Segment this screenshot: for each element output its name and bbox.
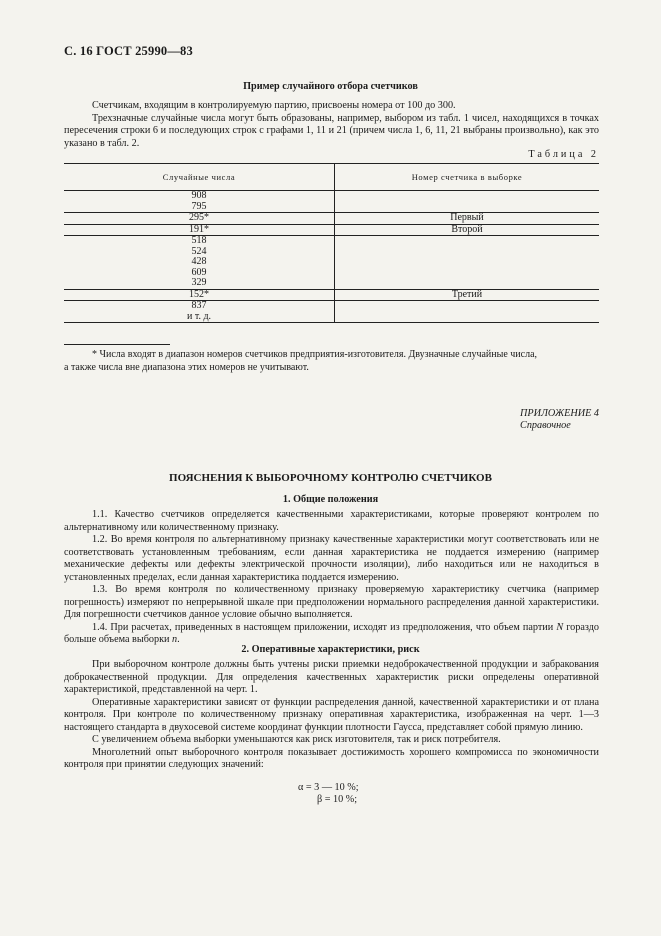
random-number: 152*	[189, 288, 209, 300]
random-numbers-cell	[64, 236, 335, 290]
formula-alpha: α = 3 — 10 %;	[298, 782, 359, 793]
random-numbers-cell	[64, 224, 335, 236]
symbol-N: N	[556, 621, 564, 633]
appendix-title: ПРИЛОЖЕНИЕ 4	[520, 408, 599, 419]
random-numbers-cell	[64, 289, 335, 301]
intro-text	[64, 100, 599, 150]
random-number: и т. д.	[186, 310, 212, 322]
table-row	[64, 213, 599, 225]
meter-cell	[335, 236, 600, 290]
meter-cell: Первый	[335, 213, 600, 225]
random-numbers-table	[64, 163, 599, 323]
section2-body	[64, 659, 599, 772]
random-number: 329	[191, 277, 207, 288]
table-caption: Таблица 2	[528, 149, 599, 160]
section1-paragraph: 1.2. Во время контроля по альтернативному признаку качественные характеристики могут соответствовать или не соответствовать установленным требованиям, если данная характеристика не поддается измерению (например механические дефекты или дефекты электрической прочности изоляции), либо находиться или не находиться в установленных пределах, если данная характеристика поддается измерению.	[64, 534, 599, 583]
section1-paragraph-1-4: 1.4. При расчетах, приведенных в настоящем приложении, исходят из предположения, что объем партии N гораздо больше объема выборки n.	[64, 621, 599, 645]
example-title: Пример случайного отбора счетчиков	[243, 81, 418, 92]
appendix-note: Справочное	[520, 420, 571, 431]
section1-title: 1. Общие положения	[282, 494, 379, 505]
column-header-meter-number: Номер счетчика в выборке	[335, 164, 600, 191]
random-numbers-cell	[64, 301, 335, 323]
main-title: ПОЯСНЕНИЯ К ВЫБОРОЧНОМУ КОНТРОЛЮ СЧЕТЧИКОВ	[169, 472, 492, 484]
column-header-random-numbers: Случайные числа	[64, 164, 335, 191]
section1-paragraph: 1.3. Во время контроля по количественному признаку проверяемую характеристику счетчика (например погрешность) измеряют по непрерывной шкале при предположении нормального распределения данной характеристики. Для погрешности счетчиков данное условие обычно выполняется.	[64, 584, 599, 620]
meter-cell: Второй	[335, 224, 600, 236]
table-row	[64, 289, 599, 301]
section2-paragraph: При выборочном контроле должны быть учтены риски приемки недоброкачественной продукции и забракования доброкачественной продукции. Для определения качественных характеристик риски определены оперативной характеристикой, представленной на черт. 1.	[64, 659, 599, 695]
table-row	[64, 301, 599, 323]
footnote	[64, 349, 599, 374]
section2-paragraph: С увеличением объема выборки уменьшаются как риск изготовителя, так и риск потребителя.	[92, 734, 501, 745]
random-number: 609	[191, 266, 207, 278]
random-number: 908	[191, 190, 207, 201]
meter-cell	[335, 301, 600, 323]
random-number: 191*	[189, 223, 209, 235]
random-number: 795	[191, 200, 207, 212]
section1-body	[64, 509, 599, 647]
footnote-divider	[64, 344, 170, 345]
footnote-line: а также числа вне диапазона этих номеров не учитывают.	[64, 361, 309, 373]
random-number: 295*	[189, 212, 209, 223]
random-number: 518	[191, 235, 207, 246]
table-row	[64, 191, 599, 213]
page-header: С. 16 ГОСТ 25990—83	[64, 44, 193, 58]
intro-paragraph: Счетчикам, входящим в контролируемую партию, присвоены номера от 100 до 300.	[92, 100, 456, 111]
section2-paragraph: Многолетний опыт выборочного контроля показывает достижимость хорошего компромисса по экономичности контроля при принятии следующих значений:	[64, 746, 599, 770]
section2-paragraph: Оперативные характеристики зависят от функции распределения данной, качественной характеристики и от плана контроля. При контроле по количественному признаку оперативная характеристика, изображенная на черт. 1—3 настоящего стандарта в двухосевой системе координат функции плотности Гаусса, представляет собой прямую линию.	[64, 696, 599, 733]
formula-beta: β = 10 %;	[317, 794, 358, 805]
section2-title: 2. Оперативные характеристики, риск	[241, 644, 420, 655]
meter-cell	[335, 191, 600, 213]
random-number: 524	[191, 245, 207, 257]
random-number: 837	[191, 300, 207, 311]
section1-paragraph: 1.1. Качество счетчиков определяется качественными характеристиками, которые проверяют контролем по альтернативному или количественному признаку.	[64, 509, 599, 533]
footnote-line: * Числа входят в диапазон номеров счетчиков предприятия-изготовителя. Двузначные случайные числа,	[92, 349, 538, 360]
random-number: 428	[191, 256, 207, 267]
formula	[298, 782, 359, 806]
random-numbers-cell	[64, 213, 335, 225]
table-header-row	[64, 164, 599, 191]
appendix-label	[520, 408, 599, 432]
random-numbers-cell	[64, 191, 335, 213]
table-row	[64, 236, 599, 290]
intro-paragraph: Трехзначные случайные числа могут быть образованы, например, выбором из табл. 1 чисел, находящихся в точках пересечения строки 6 и последующих строк с графами 1, 11 и 21 (причем числа 1, 6, 11, 21 выбраны произвольно), как это указано в табл. 2.	[64, 112, 599, 149]
table-row	[64, 224, 599, 236]
symbol-n: n	[172, 634, 178, 645]
meter-cell: Третий	[335, 289, 600, 301]
